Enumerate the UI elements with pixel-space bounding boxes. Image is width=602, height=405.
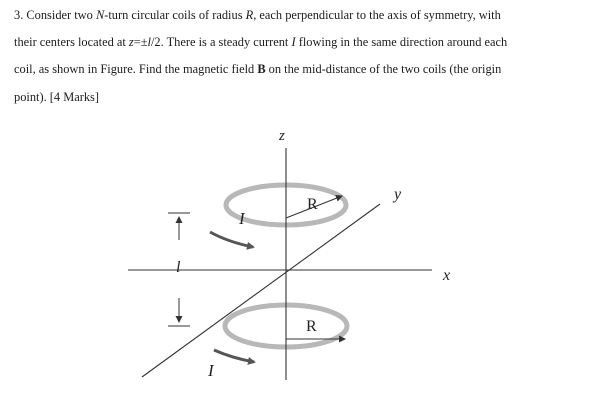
symbol-B: B <box>257 62 266 77</box>
text-segment: -turn circular coils of radius <box>104 8 246 22</box>
label-R-bottom: R <box>306 318 317 335</box>
text-segment: =± <box>133 35 148 50</box>
problem-number: 3. <box>14 8 24 22</box>
top-current-arrow <box>210 232 253 247</box>
label-I-bottom: I <box>208 361 214 380</box>
label-y: y <box>394 186 402 203</box>
symbol-I: I <box>291 35 296 50</box>
label-l: l <box>176 259 181 276</box>
label-R-top: R <box>307 196 318 213</box>
symbol-N: N <box>95 8 105 22</box>
text-segment: flowing in the same direction around each <box>295 35 508 50</box>
symbol-z: z <box>128 35 134 50</box>
text-segment: point). [4 Marks] <box>14 89 99 104</box>
text-segment: their centers located at <box>14 35 129 50</box>
label-x: x <box>443 267 451 284</box>
bottom-current-arrow <box>214 350 254 362</box>
symbol-R: R <box>245 8 254 22</box>
text-segment: , each perpendicular to the axis of symmetry, with <box>253 8 501 22</box>
label-I-top: I <box>239 209 245 228</box>
text-segment: Consider two <box>26 8 96 22</box>
symbol-l: l <box>147 35 151 50</box>
text-segment: /2. There is a steady current <box>150 35 292 50</box>
label-z: z <box>279 128 285 144</box>
y-axis <box>142 204 380 377</box>
text-segment: coil, as shown in Figure. Find the magnetic field <box>14 62 258 77</box>
text-segment: on the mid-distance of the two coils (the origin <box>265 62 502 77</box>
